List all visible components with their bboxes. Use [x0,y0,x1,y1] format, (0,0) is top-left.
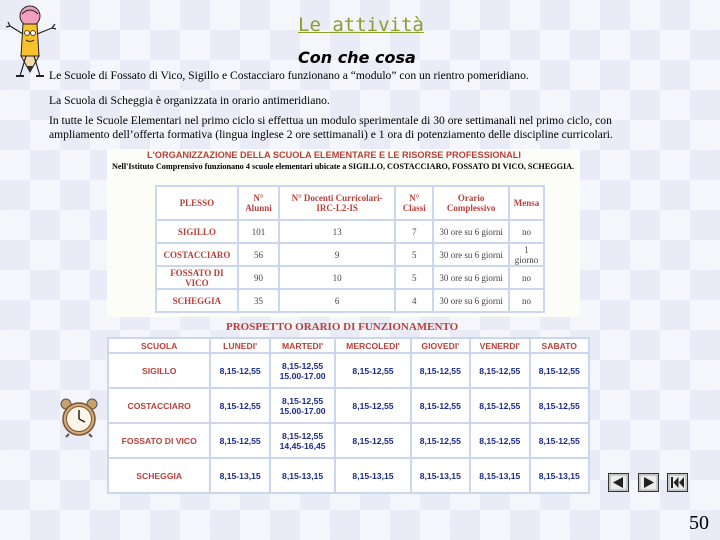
table-cell: 10 [279,266,395,289]
table-row [108,458,589,493]
schedule-header-row [108,338,589,353]
column-header: GIOVEDI' [411,338,470,353]
table-cell: 4 [395,289,433,312]
table-cell: 8,15-13,15 [470,458,529,493]
table-cell: 13 [279,220,395,243]
table-row [108,353,589,388]
table-cell: 30 ore su 6 giorni [433,220,509,243]
schedule-heading: PROSPETTO ORARIO DI FUNZIONAMENTO [226,321,459,333]
table-cell: 30 ore su 6 giorni [433,266,509,289]
table-cell: 56 [238,243,279,266]
scuola-cell: COSTACCIARO [108,388,210,423]
table-row [156,220,544,243]
alarm-clock-icon [58,396,100,438]
table-cell: 8,15-12,55 [411,388,470,423]
scuola-cell: FOSSATO DI VICO [108,423,210,458]
table-cell: 30 ore su 6 giorni [433,289,509,312]
table-cell: 8,15-12,55 14,45-16,45 [270,423,335,458]
table-cell: 8,15-12,55 [411,353,470,388]
table-cell: 5 [395,266,433,289]
table-cell: 8,15-13,15 [335,458,410,493]
scuola-cell: SCHEGGIA [108,458,210,493]
organization-intro: Nell'Istituto Comprensivo funzionano 4 scuole elementari ubicate a SIGILLO, COSTACCIARO, FOSSATO DI VICO, SCHEGGIA. [112,162,575,171]
table-row [108,423,589,458]
schedule-table [107,337,590,494]
plesso-cell: COSTACCIARO [156,243,238,266]
table-cell: 8,15-12,55 [210,423,269,458]
next-slide-icon[interactable] [638,473,659,492]
table-cell: 9 [279,243,395,266]
column-header: LUNEDI' [210,338,269,353]
column-header: MARTEDI' [270,338,335,353]
first-slide-icon[interactable] [667,473,688,492]
organization-heading: L'ORGANIZZAZIONE DELLA SCUOLA ELEMENTARE E LE RISORSE PROFESSIONALI [147,150,521,160]
table-cell: 35 [238,289,279,312]
column-header: N° Docenti Curricolari-IRC-L2-IS [279,186,395,220]
table-cell: 8,15-12,55 [210,353,269,388]
paragraph-scheggia: La Scuola di Scheggia è organizzata in orario antimeridiano. [49,94,330,107]
table-cell: 6 [279,289,395,312]
table-cell: 8,15-12,55 [470,423,529,458]
table-cell: 8,15-13,15 [411,458,470,493]
table-cell: no [509,266,544,289]
plesso-cell: FOSSATO DI VICO [156,266,238,289]
table-cell: 8,15-12,55 15.00-17.00 [270,353,335,388]
table-row [156,289,544,312]
table-cell: 8,15-12,55 [335,353,410,388]
previous-slide-icon[interactable] [608,473,629,492]
table-cell: 8,15-12,55 15.00-17.00 [270,388,335,423]
column-header: SABATO [530,338,590,353]
plesso-cell: SCHEGGIA [156,289,238,312]
table-cell: 30 ore su 6 giorni [433,243,509,266]
table-cell: 8,15-12,55 [210,388,269,423]
table-cell: 8,15-12,55 [470,353,529,388]
organization-table [155,185,545,313]
organization-header-row [156,186,544,220]
table-cell: 8,15-12,55 [530,423,590,458]
organization-document [107,149,580,317]
column-header: VENERDI' [470,338,529,353]
table-cell: no [509,289,544,312]
slide-subtitle: Con che cosa [298,48,416,67]
column-header: N° Classi [395,186,433,220]
pencil-mascot-icon [6,4,58,78]
table-cell: 8,15-12,55 [335,388,410,423]
slide-title: Le attività [298,14,424,36]
scuola-cell: SIGILLO [108,353,210,388]
table-cell: 90 [238,266,279,289]
column-header: MERCOLEDI' [335,338,410,353]
column-header: Mensa [509,186,544,220]
table-cell: no [509,220,544,243]
table-row [156,243,544,266]
table-cell: 8,15-12,55 [335,423,410,458]
column-header: Orario Complessivo [433,186,509,220]
column-header: PLESSO [156,186,238,220]
table-cell: 101 [238,220,279,243]
column-header: N° Alunni [238,186,279,220]
paragraph-moduli: Le Scuole di Fossato di Vico, Sigillo e Costacciaro funzionano a “modulo” con un rientro pomeridiano. [49,69,529,82]
table-cell: 8,15-13,15 [210,458,269,493]
table-row [156,266,544,289]
paragraph-primo-ciclo: In tutte le Scuole Elementari nel primo ciclo si effettua un modulo sperimentale di 30 ore settimanali nel primo ciclo, con ampliamento dell’offerta formativa (lingua inglese 2 ore settimanali) e 1 ora di potenziamento delle discipline curricolari. [49,114,613,141]
table-cell: 8,15-12,55 [530,388,590,423]
plesso-cell: SIGILLO [156,220,238,243]
table-cell: 8,15-12,55 [530,353,590,388]
table-cell: 8,15-12,55 [411,423,470,458]
table-cell: 1 giorno [509,243,544,266]
table-cell: 8,15-12,55 [470,388,529,423]
table-cell: 8,15-13,15 [530,458,590,493]
table-row [108,388,589,423]
table-cell: 5 [395,243,433,266]
table-cell: 7 [395,220,433,243]
column-header: SCUOLA [108,338,210,353]
table-cell: 8,15-13,15 [270,458,335,493]
page-number: 50 [689,512,709,534]
